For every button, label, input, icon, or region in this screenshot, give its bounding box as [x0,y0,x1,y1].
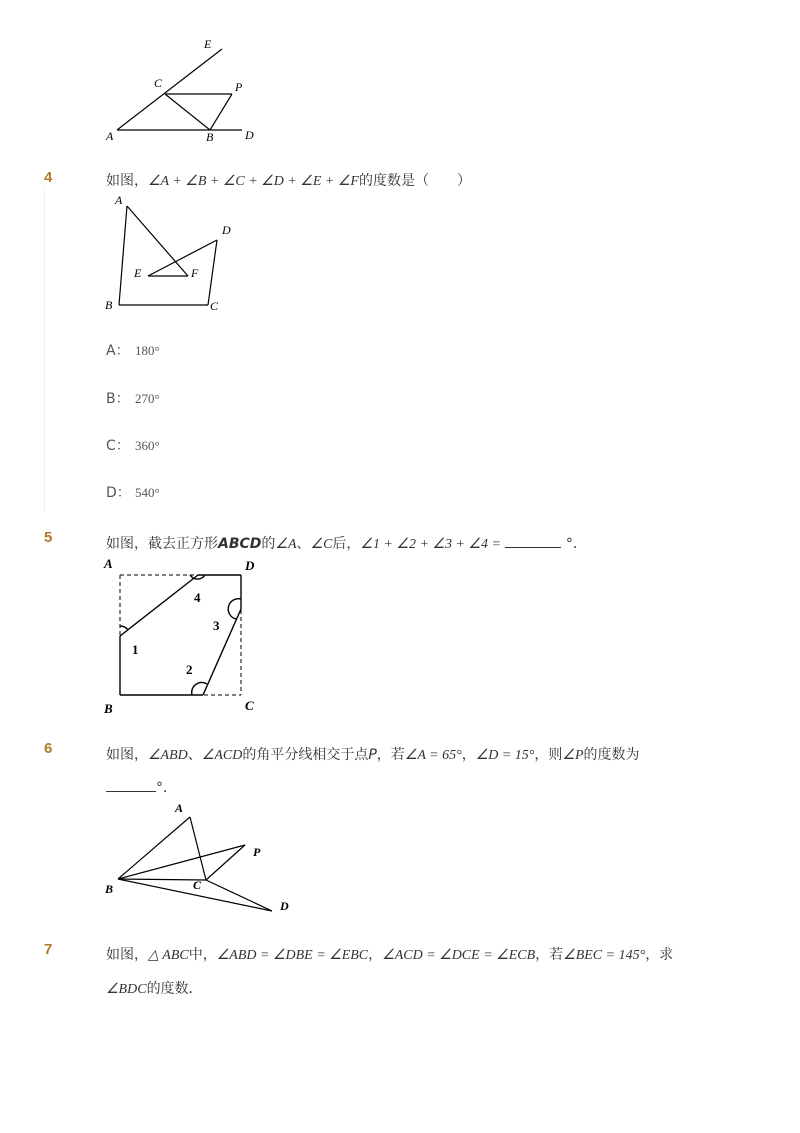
angle-3-arc [228,599,241,619]
question-number: 5 [44,529,53,546]
math-expression: ∠ABD [148,748,188,763]
angle-label-2: 2 [186,662,193,677]
math-expression: ∠C [310,537,333,552]
angle-1-arc [120,626,128,630]
line-ac [190,817,206,880]
option-value: 540° [135,485,160,500]
text: °． [156,780,177,796]
q6-figure [100,798,300,918]
text: 的度数是（ ） [358,173,471,189]
label-c: C [245,698,254,713]
option-letter: A： [106,343,130,359]
text: 、 [187,747,202,763]
label-b: B [105,882,114,896]
q5-figure [100,556,270,718]
text: ， [368,947,383,963]
math-expression: ∠D = 15° [475,748,535,763]
question-number: 4 [44,169,53,186]
label-b: B [206,130,214,144]
math-expression: ∠ACD [201,748,243,763]
question-number: 7 [44,941,53,958]
angle-label-3: 3 [213,618,220,633]
text: ，则 [534,747,563,763]
label-a: A [104,556,113,571]
text: 的度数． [146,981,203,997]
question-text [106,533,587,553]
option-letter: C： [106,438,130,454]
text: 的 [261,536,276,552]
math-expression: ∠A [275,537,297,552]
math-expression: ∠BDC [106,982,147,997]
label-f: F [191,266,199,280]
answer-blank[interactable] [505,547,561,548]
question-text-line2 [106,777,177,797]
label-d: D [245,128,254,142]
math-expression: ABCD [218,536,262,552]
question-text-line2 [106,978,203,998]
text: 如图， [106,173,148,189]
line-ae [117,49,222,130]
label-c: C [210,299,219,313]
text: 如图， [106,947,148,963]
label-c: C [193,878,202,892]
q3-figure [100,34,270,146]
angle-label-4: 4 [194,590,201,605]
label-d: D [245,558,255,573]
q4-figure [100,192,240,314]
question-text [106,170,471,190]
answer-blank[interactable] [106,791,156,792]
angle-2-arc [192,682,207,695]
option-letter: D： [106,485,131,501]
option-value: 180° [135,343,160,358]
label-p: P [253,845,261,859]
text: 的角平分线相交于点 [242,747,369,763]
math-expression: ∠A = 65° [404,748,462,763]
line-cd [206,880,272,911]
label-e: E [134,266,142,280]
cut-a [120,575,198,636]
label-a: A [175,801,184,815]
text: ，若 [376,747,405,763]
text: ， [461,747,476,763]
divider [44,190,45,512]
text: ，求 [645,947,674,963]
text: 后， [332,536,361,552]
math-expression: ∠1 + ∠2 + ∠3 + ∠4 = [360,537,501,552]
angle-label-1: 1 [132,642,139,657]
label-b: B [104,701,113,716]
line-ab [119,206,127,305]
label-a: A [106,129,114,143]
option-value: 360° [135,438,160,453]
math-expression: P [368,747,377,763]
text: 、 [296,536,311,552]
math-expression: ∠ACD = ∠DCE = ∠ECB [382,948,536,963]
label-b: B [105,298,113,312]
question-text [106,944,673,964]
math-expression: ∠ABD = ∠DBE = ∠EBC [216,948,369,963]
question-number: 6 [44,740,53,757]
line-pb [210,94,232,130]
label-e: E [204,37,212,51]
text: 中， [188,947,217,963]
text: °． [565,536,587,552]
text: 的度数为 [583,747,640,763]
option-value: 270° [135,391,160,406]
label-d: D [280,899,289,913]
option-letter: B： [106,391,130,407]
label-c: C [154,76,163,90]
label-a: A [115,193,123,207]
line-cb [165,94,210,130]
math-expression: △ ABC [148,948,189,963]
label-d: D [222,223,231,237]
text: ，若 [535,947,564,963]
line-cd [208,240,217,305]
text: 如图， [106,747,148,763]
math-expression: ∠BEC = 145° [563,948,646,963]
question-text [106,744,640,764]
math-expression: ∠A + ∠B + ∠C + ∠D + ∠E + ∠F [148,174,359,189]
cut-c [203,609,241,695]
text: 如图，截去正方形 [106,536,218,552]
label-p: P [235,80,243,94]
math-expression: ∠P [562,748,584,763]
